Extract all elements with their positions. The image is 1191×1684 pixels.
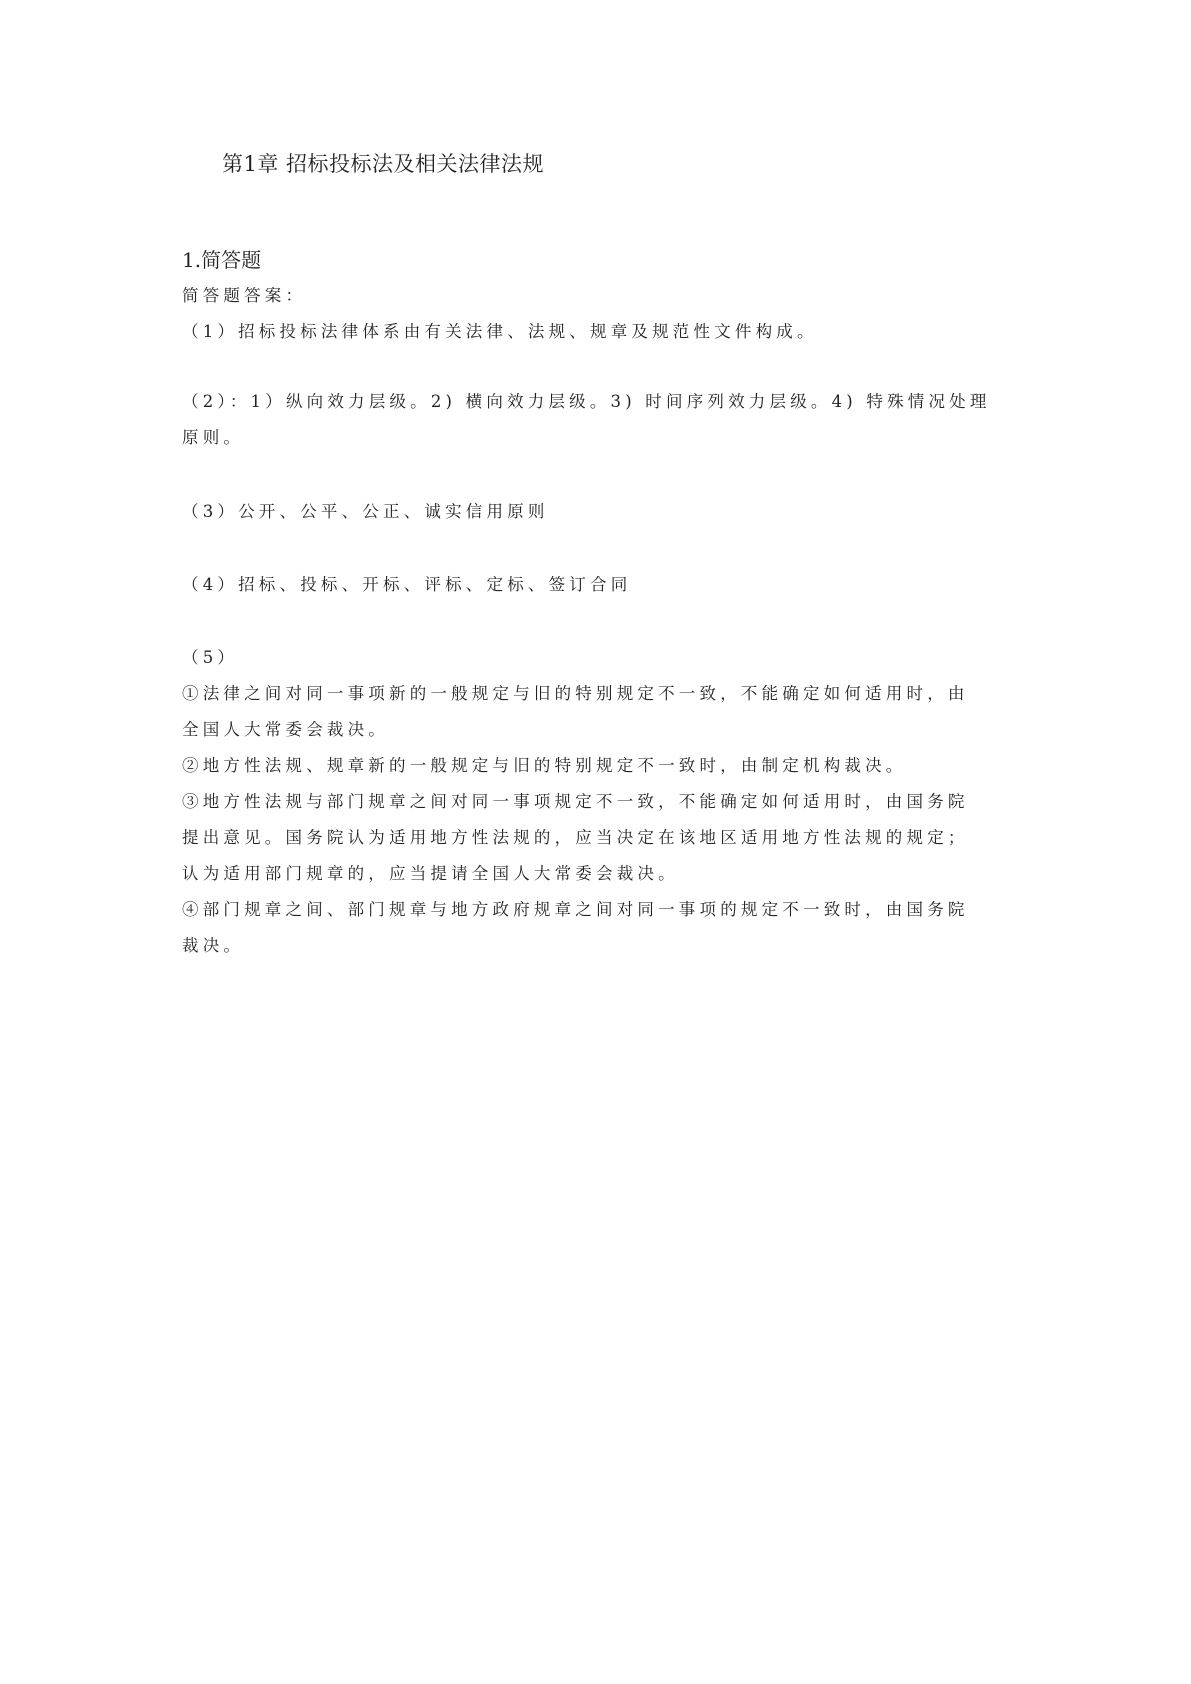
answer-5-block xyxy=(182,640,1017,964)
answer-1: （1）招标投标法律体系由有关法律、法规、规章及规范性文件构成。 xyxy=(182,322,818,341)
answer-3-block xyxy=(182,494,1017,530)
answer-5-item-3-line-1: ③地方性法规与部门规章之间对同一事项规定不一致，不能确定如何适用时，由国务院 xyxy=(182,792,969,811)
answer-label: 简答题答案： xyxy=(182,286,307,305)
answer-4: （4）招标、投标、开标、评标、定标、签订合同 xyxy=(182,575,632,594)
answer-5-label: （5） xyxy=(182,648,239,667)
answer-5-item-3-line-2: 提出意见。国务院认为适用地方性法规的，应当决定在该地区适用地方性法规的规定； xyxy=(182,828,969,847)
chapter-title: 第1章 招标投标法及相关法律法规 xyxy=(222,152,545,176)
answer-3: （3）公开、公平、公正、诚实信用原则 xyxy=(182,502,549,521)
answer-intro-block xyxy=(182,278,1017,350)
answer-2-line-2: 原则。 xyxy=(182,428,245,447)
answer-2-block xyxy=(182,384,1017,456)
answer-5-item-2: ②地方性法规、规章新的一般规定与旧的特别规定不一致时，由制定机构裁决。 xyxy=(182,756,907,775)
answer-5-item-4-line-1: ④部门规章之间、部门规章与地方政府规章之间对同一事项的规定不一致时，由国务院 xyxy=(182,900,969,919)
answer-4-block xyxy=(182,567,1017,603)
section-heading: 1.简答题 xyxy=(182,248,262,272)
answer-5-item-1-line-1: ①法律之间对同一事项新的一般规定与旧的特别规定不一致，不能确定如何适用时，由 xyxy=(182,684,969,703)
answer-5-item-3-line-3: 认为适用部门规章的，应当提请全国人大常委会裁决。 xyxy=(182,864,679,883)
answer-5-item-4-line-2: 裁决。 xyxy=(182,936,245,955)
answer-2-line-1: （2）：1）纵向效力层级。2) 横向效力层级。3) 时间序列效力层级。4) 特殊情况处理 xyxy=(182,392,991,411)
answer-5-item-1-line-2: 全国人大常委会裁决。 xyxy=(182,720,389,739)
